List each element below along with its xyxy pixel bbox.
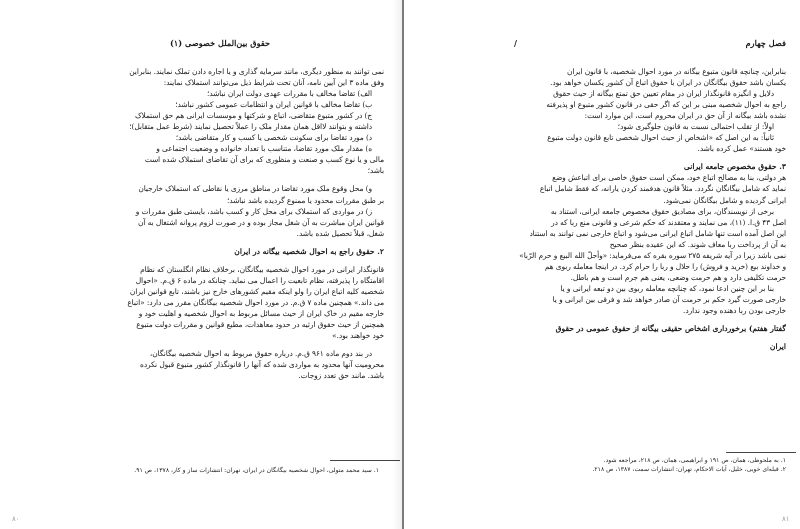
- body-text-line: خارجه مقیم در خاک ایران از حیث مسائل مربوط به احوال شخصیه و اهلیت خود و: [138, 308, 384, 318]
- section-heading: ایران: [769, 342, 786, 352]
- body-text-line: اولاً: از تقلب احتمالی نسبت به قانون جلوگیری شود؛: [617, 122, 774, 132]
- right-page-body: [418, 66, 786, 352]
- section-heading: گفتار هفتم) برخورداری اشخاص حقیقی بیگانه از حقوق عمومی در حقوق: [555, 324, 786, 334]
- body-text-line: وفق ماده ۳ این آیین نامه، آنان تحت شرایط ذیل می‌توانند استملاک نمایند:: [163, 78, 384, 88]
- body-text-line: یکسان باشد حقوق بیگانگان در ایران با حقوق اتباع آن کشور یکسان خواهد بود.: [550, 78, 786, 88]
- left-page-edge-shadow: [392, 0, 402, 529]
- section-heading: ۳. حقوق مخصوص جامعه ایرانی: [683, 162, 786, 172]
- body-text-line: باشد؛: [367, 166, 384, 176]
- body-text-line: بر طبق مقررات محدود یا ممنوع گردیده باشد نباشد؛: [226, 195, 384, 205]
- section-heading: ۲. حقوق راجع به احوال شخصیه بیگانه در ایران: [234, 246, 384, 256]
- body-text-line: الف) تقاضا مخالف با مقررات عهدی دولت ایران نباشد؛: [206, 89, 372, 99]
- body-text-line: دلایل و انگیزه قانونگذار ایران در مقام تعیین حق تمتع بیگانه از حیث حقوق: [553, 89, 774, 99]
- body-text-line: و) محل وقوع ملک مورد تقاضا در مناطق مرزی یا نقاطی که استملاک خارجیان: [138, 184, 372, 194]
- body-text-line: این اصل آمده است تنها شامل اتباع ایرانی می‌شود و اتباع خارجی نمی توانند به استناد: [529, 228, 786, 238]
- right-running-head: فصل چهارم: [745, 38, 786, 48]
- left-page-body: [16, 66, 384, 381]
- body-text-line: در بند دوم ماده ۹۶۱ ق.م. درباره حقوق مربوط به احوال شخصیه بیگانگان،: [149, 349, 372, 359]
- right-footnote-1: ۱. به ملحوظی، همان، ص ۱۹۱ و ابراهیمی، همان، ص ۲۱۸، مراجعه شود.: [603, 457, 786, 464]
- body-text-line: شخصیه کلیه اتباع ایران را ولو اینکه مقیم کشورهای خارج نیز باشند، تابع قوانین ایران: [129, 286, 384, 296]
- body-text-line: هر دولتی، بنا به مصالح اتباع خود، ممکن است حقوق خاصی برای اتباعش وضع: [552, 173, 786, 183]
- body-text-line: نماید که شامل بیگانگان نگردد. مثلاً قانون هدفمند کردن یارانه، که فقط شامل اتباع: [539, 184, 786, 194]
- body-text-line: اصل ۴۳ ق.ا. (۱۱)، می نمایند و معتقدند که حکم شرعی و قانونی منع ربا که در: [551, 217, 786, 227]
- body-text-line: ثانیاً: به این اصل که «اشخاص از حیث احوال شخصی تابع قانون دولت متبوع: [547, 133, 774, 143]
- body-text-line: خارجی صورت گیرد حکم بر حرمت آن صادر خواهد شد و فرقی بین ایرانی و یا: [552, 294, 786, 304]
- body-text-line: راجع به احوال شخصیه مبنی بر این که اگر حقی در قانون کشور متبوع او پذیرفته: [546, 100, 786, 110]
- body-text-line: ایرانی گردیده و شامل بیگانگان نمی‌شود.: [663, 195, 786, 205]
- body-text-line: اقامتگاه را پذیرفته، نظام تابعیت را اعمال می نماید. چنانکه در ماده ۶ ق.م. «احوال: [135, 275, 384, 285]
- body-text-line: شغل، قبلاً تحصیل شده باشد.: [296, 228, 384, 238]
- body-text-line: ز) در مواردی که استملاک برای محل کار و کسب باشد، بایستی طبق مقررات و: [135, 206, 372, 216]
- right-footnote-rule: [726, 452, 796, 453]
- body-text-line: می داند.» همچنین ماده ۷ ق.م. در مورد احوال شخصیه بیگانگان مقرر می دارد: «اتباع: [127, 297, 384, 307]
- body-text-line: نمی باشد زیرا در آیه شریفه ۲۷۵ سوره بقره که می‌فرماید: «وأحلّ الله البیع و حرم الرّبا»: [519, 250, 786, 260]
- body-text-line: خود خواهند بود.»: [332, 331, 384, 341]
- body-text-line: و خداوند بیع (خرید و فروش) را حلال و ربا را حرام کرد. در اینجا معامله ربوی هم: [544, 261, 786, 271]
- body-text-line: [16, 257, 384, 264]
- body-text-line: باشد. مانند حق تعدد زوجات.: [298, 371, 384, 381]
- body-text-line: حرمت تکلیفی دارد و هم حرمت وضعی، یعنی هم جرم است و هم باطل.: [570, 272, 786, 282]
- body-text-line: خارجی بودن ربا دهنده وجود ندارد.: [683, 305, 786, 315]
- body-text-line: [418, 316, 786, 323]
- body-text-line: ب) تقاضا مخالف با قوانین ایران و انتظامات عمومی کشور نباشد؛: [175, 100, 372, 110]
- running-head-separator: /: [514, 38, 517, 48]
- body-text-line: ه) مقدار ملک مورد تقاضا، متناسب با تعداد خانواده و وضعیت اجتماعی و: [156, 144, 372, 154]
- body-text-line: نمی توانند به منظور دیگری، مانند سرمایه گذاری و یا اجاره دادن تملک نمایند. بنابراین: [129, 67, 384, 76]
- left-footnote: ۱. سید محمد متولی، احوال شخصیه بیگانگان در ایران، تهران: انتشارات ساز و کار، ۱۳۷۸، ص ۹۱.: [134, 467, 379, 474]
- body-text-line: [16, 239, 384, 246]
- right-footnote-2: ۲. قبله‌ای خویی، خلیل، آیات الاحکام، تهران: انتشارات سمت، ۱۳۸۷، ص ۲۱۸.: [592, 466, 786, 473]
- body-text-line: نشده باشد بیگانه از آن حق در ایران محروم است، این موارد است:: [584, 111, 786, 121]
- body-text-line: بنابراین، چنانچه قانون متبوع بیگانه در مورد احوال شخصیه، با قانون ایران: [567, 67, 786, 76]
- body-text-line: قانونگذار ایرانی در مورد احوال شخصیه بیگانگان، برخلاف نظام انگلستان که نظام: [140, 264, 384, 274]
- body-text-line: خود هستند» عمل کرده باشد.: [697, 144, 786, 154]
- left-footnote-rule: [330, 460, 400, 461]
- body-text-line: [16, 176, 384, 183]
- right-page-number: ٨١: [782, 515, 790, 523]
- left-page-number: ٨٠: [12, 515, 20, 523]
- right-page: [404, 0, 800, 529]
- body-text-line: داشته و بتوانند لااقل همان مقدار ملک را عملاً تحصیل نمایند (شرط عمل متقابل)؛: [129, 122, 372, 132]
- body-text-line: همچنین از حیث حقوق ارثیه در حدود معاهدات، مطیع قوانین و مقررات دولت متبوع: [136, 319, 384, 329]
- left-running-head: حقوق بین‌الملل خصوصی (۱): [170, 38, 271, 48]
- body-text-line: قوانین ایران مباشرت به آن شغل مجاز بوده و در صورت لزوم پروانه اشتغال به آن: [137, 217, 384, 227]
- body-text-line: د) مورد تقاضا برای سکونت شخصی یا کسب و کار متقاضی باشد؛: [175, 133, 372, 143]
- body-text-line: [418, 334, 786, 341]
- body-text-line: مالی و یا نوع کسب و صنعت و منظوری که برای آن تقاضای استملاک شده است: [144, 155, 384, 165]
- body-text-line: ج) در کشور متبوع متقاضی، اتباع و شرکتها و موسسات ایرانی هم حق استملاک: [135, 111, 372, 121]
- body-text-line: بنا بر این چنین ادعا نمود، که چنانچه معامله ربوی بین دو تبعه ایرانی و یا: [560, 283, 774, 293]
- body-text-line: [16, 341, 384, 348]
- body-text-line: برخی از نویسندگان، برای مصادیق حقوق مخصوص جامعه ایرانی، استناد به: [550, 206, 774, 216]
- body-text-line: [418, 154, 786, 161]
- body-text-line: به آن از پرداخت ربا معاف شوند. که این عقیده بنظر صحیح: [609, 239, 786, 249]
- body-text-line: محرومیت آنها محدود به مواردی شده که آنها را قانونگذار کشور متبوع قبول نکرده: [140, 360, 384, 370]
